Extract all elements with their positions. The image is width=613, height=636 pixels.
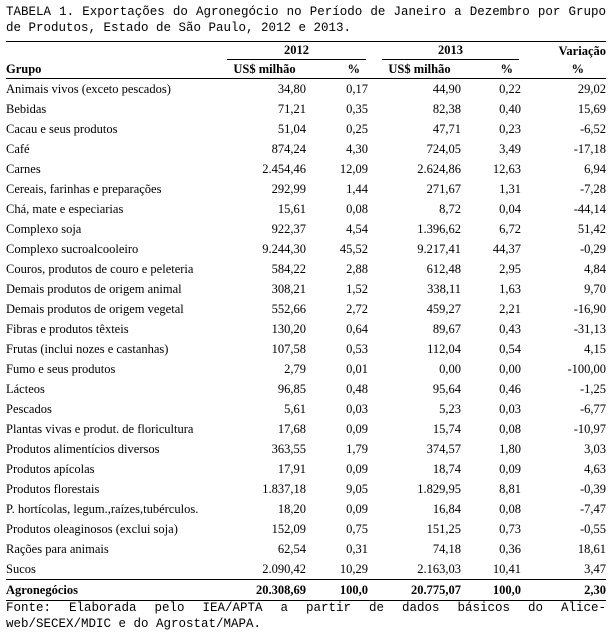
table-row bbox=[6, 259, 606, 279]
row-group: Produtos alimentícios diversos bbox=[6, 442, 160, 456]
total-gap bbox=[368, 580, 378, 601]
row-variation: -100,00 bbox=[567, 362, 606, 376]
total-row bbox=[6, 580, 606, 601]
table-row bbox=[6, 219, 606, 239]
row-usd-2013: 112,04 bbox=[427, 342, 461, 356]
row-usd-2013: 374,57 bbox=[426, 442, 461, 456]
total-variation: 2,30 bbox=[521, 580, 606, 601]
row-group: Pescados bbox=[6, 402, 52, 416]
row-gap bbox=[368, 319, 378, 339]
row-usd-2013: 1.396,62 bbox=[417, 222, 461, 236]
row-group: P. hortícolas, legum.,raízes,tubérculos. bbox=[6, 502, 199, 516]
total-group: Agronegócios bbox=[6, 580, 223, 601]
row-variation: -0,39 bbox=[579, 482, 606, 496]
row-usd-2012: 922,37 bbox=[271, 222, 306, 236]
row-gap bbox=[368, 259, 378, 279]
header-variation: Variação bbox=[521, 42, 606, 61]
row-pct-2012: 12,09 bbox=[339, 162, 368, 176]
table-row bbox=[6, 99, 606, 119]
row-group: Produtos apícolas bbox=[6, 462, 95, 476]
table-row bbox=[6, 559, 606, 580]
row-usd-2013: 74,18 bbox=[432, 542, 461, 556]
row-gap bbox=[368, 399, 378, 419]
header-gap bbox=[368, 42, 378, 61]
header-year-2012: 2012 bbox=[223, 42, 368, 61]
row-usd-2012: 2.454,46 bbox=[262, 162, 306, 176]
row-pct-2012: 0,09 bbox=[346, 422, 368, 436]
table-source-note: Fonte: Elaborada pelo IEA/APTA a partir de dados básicos do Alice-web/SECEX/MDIC e do Agrostat/MAPA. bbox=[6, 601, 606, 631]
row-pct-2012: 0,35 bbox=[346, 102, 368, 116]
table-row bbox=[6, 399, 606, 419]
row-variation: -0,29 bbox=[579, 242, 606, 256]
table-row bbox=[6, 179, 606, 199]
header-group: Grupo bbox=[6, 60, 223, 79]
row-pct-2013: 2,95 bbox=[499, 262, 521, 276]
row-pct-2013: 0,22 bbox=[499, 82, 521, 96]
row-usd-2013: 89,67 bbox=[432, 322, 461, 336]
total-usd-2012: 20.308,69 bbox=[223, 580, 306, 601]
row-pct-2012: 4,54 bbox=[346, 222, 368, 236]
row-usd-2012: 292,99 bbox=[271, 182, 306, 196]
row-usd-2013: 2.624,86 bbox=[417, 162, 461, 176]
row-usd-2012: 363,55 bbox=[271, 442, 306, 456]
row-group: Frutas (inclui nozes e castanhas) bbox=[6, 342, 169, 356]
row-usd-2013: 8,72 bbox=[439, 202, 461, 216]
row-gap bbox=[368, 179, 378, 199]
row-variation: 6,94 bbox=[584, 162, 606, 176]
row-pct-2013: 0,23 bbox=[499, 122, 521, 136]
row-usd-2012: 552,66 bbox=[271, 302, 306, 316]
header-pct-2013: % bbox=[461, 60, 521, 79]
header-usd-2013: US$ milhão bbox=[378, 60, 461, 79]
row-pct-2013: 0,04 bbox=[499, 202, 521, 216]
table-body bbox=[6, 79, 606, 580]
row-usd-2012: 5,61 bbox=[284, 402, 306, 416]
row-pct-2013: 0,43 bbox=[499, 322, 521, 336]
row-variation: 3,03 bbox=[584, 442, 606, 456]
row-pct-2013: 1,63 bbox=[499, 282, 521, 296]
row-gap bbox=[368, 199, 378, 219]
row-variation: 4,63 bbox=[584, 462, 606, 476]
table-row bbox=[6, 439, 606, 459]
row-usd-2012: 17,68 bbox=[277, 422, 306, 436]
row-pct-2013: 0,73 bbox=[499, 522, 521, 536]
row-gap bbox=[368, 219, 378, 239]
row-gap bbox=[368, 439, 378, 459]
row-pct-2012: 0,08 bbox=[346, 202, 368, 216]
row-pct-2012: 1,79 bbox=[346, 442, 368, 456]
row-usd-2013: 47,71 bbox=[432, 122, 461, 136]
row-usd-2012: 308,21 bbox=[271, 282, 306, 296]
table-row bbox=[6, 539, 606, 559]
row-gap bbox=[368, 459, 378, 479]
row-usd-2012: 584,22 bbox=[271, 262, 306, 276]
row-variation: -1,25 bbox=[579, 382, 606, 396]
row-group: Cereais, farinhas e preparações bbox=[6, 182, 162, 196]
row-gap bbox=[368, 479, 378, 499]
row-variation: 29,02 bbox=[577, 82, 606, 96]
row-pct-2013: 0,08 bbox=[499, 502, 521, 516]
exports-table bbox=[6, 41, 606, 601]
header-gap bbox=[368, 60, 378, 79]
row-group: Chá, mate e especiarias bbox=[6, 202, 124, 216]
row-pct-2012: 0,53 bbox=[346, 342, 368, 356]
row-usd-2013: 95,64 bbox=[432, 382, 461, 396]
row-group: Rações para animais bbox=[6, 542, 109, 556]
row-group: Sucos bbox=[6, 562, 36, 576]
header-variation-pct: % bbox=[521, 60, 606, 79]
row-gap bbox=[368, 339, 378, 359]
row-variation: -31,13 bbox=[573, 322, 606, 336]
row-variation: 15,69 bbox=[577, 102, 606, 116]
row-usd-2013: 1.829,95 bbox=[417, 482, 461, 496]
row-usd-2012: 107,58 bbox=[271, 342, 306, 356]
table-row bbox=[6, 139, 606, 159]
row-pct-2012: 4,30 bbox=[346, 142, 368, 156]
row-usd-2012: 17,91 bbox=[277, 462, 306, 476]
row-usd-2013: 459,27 bbox=[426, 302, 461, 316]
row-usd-2012: 62,54 bbox=[277, 542, 306, 556]
row-usd-2013: 0,00 bbox=[439, 362, 461, 376]
row-pct-2012: 1,52 bbox=[346, 282, 368, 296]
row-usd-2012: 1.837,18 bbox=[262, 482, 306, 496]
row-variation: -0,55 bbox=[579, 522, 606, 536]
table-row bbox=[6, 159, 606, 179]
row-pct-2012: 9,05 bbox=[346, 482, 368, 496]
row-pct-2012: 0,03 bbox=[346, 402, 368, 416]
row-gap bbox=[368, 139, 378, 159]
row-group: Fibras e produtos têxteis bbox=[6, 322, 129, 336]
row-gap bbox=[368, 159, 378, 179]
row-gap bbox=[368, 79, 378, 100]
row-gap bbox=[368, 99, 378, 119]
row-group: Produtos oleaginosos (exclui soja) bbox=[6, 522, 178, 536]
row-group: Cacau e seus produtos bbox=[6, 122, 118, 136]
row-usd-2012: 874,24 bbox=[271, 142, 306, 156]
row-gap bbox=[368, 519, 378, 539]
row-usd-2013: 724,05 bbox=[426, 142, 461, 156]
table-row bbox=[6, 499, 606, 519]
row-pct-2012: 45,52 bbox=[339, 242, 368, 256]
table-row bbox=[6, 519, 606, 539]
row-variation: 51,42 bbox=[577, 222, 606, 236]
row-gap bbox=[368, 499, 378, 519]
row-pct-2012: 10,29 bbox=[339, 562, 368, 576]
table-caption: TABELA 1. Exportações do Agronegócio no Período de Janeiro a Dezembro por Grupo de Produtos, Estado de São Paulo, 2012 e 2013. bbox=[6, 5, 606, 35]
row-group: Plantas vivas e produt. de floricultura bbox=[6, 422, 194, 436]
row-group: Café bbox=[6, 142, 30, 156]
row-usd-2013: 151,25 bbox=[426, 522, 461, 536]
row-group: Animais vivos (exceto pescados) bbox=[6, 82, 171, 96]
table-row bbox=[6, 119, 606, 139]
row-pct-2012: 0,48 bbox=[346, 382, 368, 396]
row-group: Demais produtos de origem vegetal bbox=[6, 302, 184, 316]
table-row bbox=[6, 459, 606, 479]
table-row bbox=[6, 239, 606, 259]
table-row bbox=[6, 379, 606, 399]
row-group: Lácteos bbox=[6, 382, 45, 396]
row-pct-2013: 44,37 bbox=[492, 242, 521, 256]
row-usd-2012: 2,79 bbox=[284, 362, 306, 376]
row-variation: -44,14 bbox=[573, 202, 606, 216]
row-variation: 4,15 bbox=[584, 342, 606, 356]
table-row bbox=[6, 299, 606, 319]
table-row bbox=[6, 419, 606, 439]
row-pct-2013: 0,36 bbox=[499, 542, 521, 556]
row-variation: 18,61 bbox=[577, 542, 606, 556]
row-gap bbox=[368, 239, 378, 259]
row-variation: 9,70 bbox=[584, 282, 606, 296]
row-usd-2012: 71,21 bbox=[277, 102, 306, 116]
row-usd-2013: 16,84 bbox=[432, 502, 461, 516]
table-row bbox=[6, 319, 606, 339]
row-pct-2013: 0,00 bbox=[499, 362, 521, 376]
row-pct-2012: 2,72 bbox=[346, 302, 368, 316]
table-row bbox=[6, 479, 606, 499]
row-usd-2013: 338,11 bbox=[427, 282, 461, 296]
row-pct-2012: 0,09 bbox=[346, 462, 368, 476]
row-pct-2013: 0,09 bbox=[499, 462, 521, 476]
row-pct-2012: 0,31 bbox=[346, 542, 368, 556]
header-empty bbox=[6, 42, 223, 61]
row-usd-2012: 152,09 bbox=[271, 522, 306, 536]
table-row bbox=[6, 79, 606, 100]
row-pct-2013: 10,41 bbox=[492, 562, 521, 576]
total-usd-2013: 20.775,07 bbox=[378, 580, 461, 601]
row-usd-2012: 34,80 bbox=[277, 82, 306, 96]
row-group: Demais produtos de origem animal bbox=[6, 282, 182, 296]
row-pct-2013: 0,03 bbox=[499, 402, 521, 416]
row-pct-2013: 8,81 bbox=[499, 482, 521, 496]
row-usd-2013: 82,38 bbox=[432, 102, 461, 116]
row-variation: -6,52 bbox=[579, 122, 606, 136]
row-pct-2012: 0,25 bbox=[346, 122, 368, 136]
row-usd-2013: 44,90 bbox=[432, 82, 461, 96]
row-gap bbox=[368, 359, 378, 379]
row-pct-2012: 0,01 bbox=[346, 362, 368, 376]
row-usd-2012: 15,61 bbox=[277, 202, 306, 216]
row-usd-2012: 130,20 bbox=[271, 322, 306, 336]
table-row bbox=[6, 359, 606, 379]
row-usd-2012: 9.244,30 bbox=[262, 242, 306, 256]
row-pct-2012: 2,88 bbox=[346, 262, 368, 276]
row-pct-2012: 0,64 bbox=[346, 322, 368, 336]
row-gap bbox=[368, 279, 378, 299]
table-row bbox=[6, 279, 606, 299]
row-usd-2012: 51,04 bbox=[277, 122, 306, 136]
row-variation: -16,90 bbox=[573, 302, 606, 316]
row-usd-2013: 612,48 bbox=[426, 262, 461, 276]
row-gap bbox=[368, 559, 378, 580]
row-group: Couros, produtos de couro e peleteria bbox=[6, 262, 194, 276]
header-pct-2012: % bbox=[306, 60, 368, 79]
row-variation: 4,84 bbox=[584, 262, 606, 276]
row-variation: -17,18 bbox=[573, 142, 606, 156]
table-row bbox=[6, 339, 606, 359]
row-pct-2013: 1,80 bbox=[499, 442, 521, 456]
row-usd-2013: 15,74 bbox=[432, 422, 461, 436]
row-usd-2013: 5,23 bbox=[439, 402, 461, 416]
row-pct-2013: 0,08 bbox=[499, 422, 521, 436]
row-usd-2013: 2.163,03 bbox=[417, 562, 461, 576]
row-variation: -6,77 bbox=[579, 402, 606, 416]
row-pct-2012: 0,75 bbox=[346, 522, 368, 536]
row-group: Fumo e seus produtos bbox=[6, 362, 116, 376]
row-group: Bebidas bbox=[6, 102, 47, 116]
row-pct-2013: 6,72 bbox=[499, 222, 521, 236]
row-usd-2012: 2.090,42 bbox=[262, 562, 306, 576]
row-pct-2013: 0,40 bbox=[499, 102, 521, 116]
row-pct-2013: 0,46 bbox=[499, 382, 521, 396]
row-variation: -10,97 bbox=[573, 422, 606, 436]
total-pct-2013: 100,0 bbox=[461, 580, 521, 601]
table-row bbox=[6, 199, 606, 219]
row-usd-2012: 18,20 bbox=[277, 502, 306, 516]
row-pct-2012: 1,44 bbox=[346, 182, 368, 196]
row-pct-2013: 0,54 bbox=[499, 342, 521, 356]
row-group: Produtos florestais bbox=[6, 482, 100, 496]
row-pct-2013: 1,31 bbox=[499, 182, 521, 196]
header-usd-2012: US$ milhão bbox=[223, 60, 306, 79]
row-gap bbox=[368, 119, 378, 139]
row-group: Carnes bbox=[6, 162, 41, 176]
row-usd-2013: 271,67 bbox=[426, 182, 461, 196]
row-usd-2012: 96,85 bbox=[277, 382, 306, 396]
row-gap bbox=[368, 539, 378, 559]
row-pct-2013: 12,63 bbox=[492, 162, 521, 176]
row-gap bbox=[368, 299, 378, 319]
row-usd-2013: 9.217,41 bbox=[417, 242, 461, 256]
row-pct-2012: 0,17 bbox=[346, 82, 368, 96]
total-pct-2012: 100,0 bbox=[306, 580, 368, 601]
row-pct-2013: 3,49 bbox=[499, 142, 521, 156]
row-pct-2013: 2,21 bbox=[499, 302, 521, 316]
row-gap bbox=[368, 379, 378, 399]
row-group: Complexo sucroalcooleiro bbox=[6, 242, 139, 256]
row-group: Complexo soja bbox=[6, 222, 82, 236]
row-variation: -7,28 bbox=[579, 182, 606, 196]
row-pct-2012: 0,09 bbox=[346, 502, 368, 516]
row-usd-2013: 18,74 bbox=[432, 462, 461, 476]
header-year-2013: 2013 bbox=[378, 42, 521, 61]
row-variation: 3,47 bbox=[584, 562, 606, 576]
row-gap bbox=[368, 419, 378, 439]
row-variation: -7,47 bbox=[579, 502, 606, 516]
